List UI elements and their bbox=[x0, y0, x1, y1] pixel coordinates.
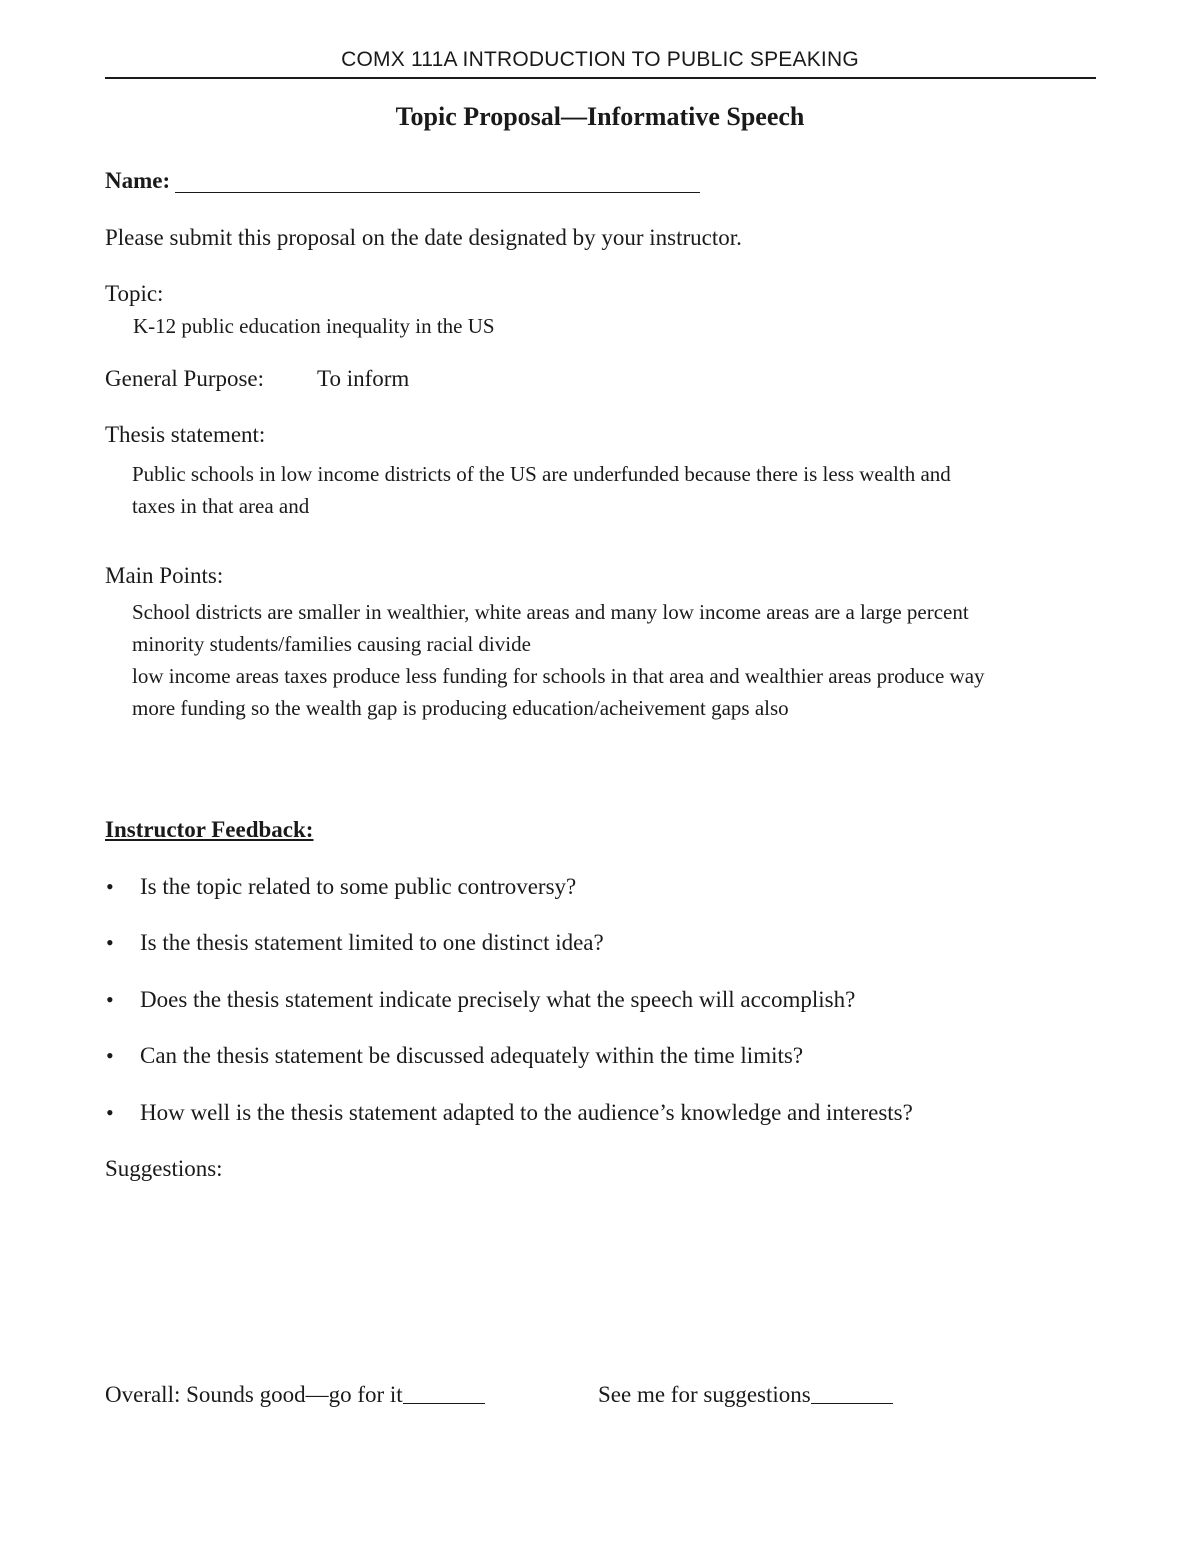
bullet-icon: • bbox=[106, 1043, 114, 1068]
main-point-line: minority students/families causing racial divide bbox=[132, 632, 531, 656]
general-purpose-label: General Purpose: bbox=[105, 366, 265, 391]
thesis-line: Public schools in low income districts of the US are underfunded because there is less wealth and bbox=[132, 462, 951, 486]
overall-see-me-label: See me for suggestions bbox=[598, 1382, 811, 1407]
thesis-line: taxes in that area and bbox=[132, 494, 310, 518]
overall-see-me-option bbox=[598, 1382, 893, 1408]
feedback-question: How well is the thesis statement adapted to the audience’s knowledge and interests? bbox=[140, 1100, 913, 1125]
overall-see-me-blank[interactable] bbox=[811, 1403, 893, 1404]
bullet-icon: • bbox=[106, 1100, 114, 1125]
course-header: COMX 111A INTRODUCTION TO PUBLIC SPEAKING bbox=[341, 48, 859, 71]
general-purpose-value: To inform bbox=[317, 366, 410, 391]
name-field-line[interactable] bbox=[175, 192, 700, 193]
name-label: Name: bbox=[105, 168, 171, 193]
instructor-feedback-heading: Instructor Feedback: bbox=[105, 817, 314, 842]
bullet-icon: • bbox=[106, 987, 114, 1012]
overall-go-option bbox=[105, 1382, 485, 1408]
overall-go-label: Overall: Sounds good—go for it bbox=[105, 1382, 403, 1407]
instructions-text: Please submit this proposal on the date designated by your instructor. bbox=[105, 225, 742, 250]
overall-go-blank[interactable] bbox=[403, 1403, 485, 1404]
suggestions-label: Suggestions: bbox=[105, 1156, 223, 1181]
topic-label: Topic: bbox=[105, 281, 164, 306]
main-point-line: more funding so the wealth gap is producing education/acheivement gaps also bbox=[132, 696, 789, 720]
feedback-question: Is the thesis statement limited to one distinct idea? bbox=[140, 930, 604, 955]
main-point-line: School districts are smaller in wealthier, white areas and many low income areas are a large percent bbox=[132, 600, 969, 624]
feedback-question: Is the topic related to some public controversy? bbox=[140, 874, 577, 899]
feedback-question: Does the thesis statement indicate precisely what the speech will accomplish? bbox=[140, 987, 856, 1012]
header-rule bbox=[105, 77, 1096, 79]
topic-value: K-12 public education inequality in the US bbox=[133, 314, 495, 338]
bullet-icon: • bbox=[106, 874, 114, 899]
feedback-question: Can the thesis statement be discussed adequately within the time limits? bbox=[140, 1043, 804, 1068]
main-point-line: low income areas taxes produce less funding for schools in that area and wealthier areas produce way bbox=[132, 664, 985, 688]
bullet-icon: • bbox=[106, 930, 114, 955]
document-title: Topic Proposal—Informative Speech bbox=[395, 102, 805, 131]
main-points-label: Main Points: bbox=[105, 563, 224, 588]
thesis-label: Thesis statement: bbox=[105, 422, 266, 447]
